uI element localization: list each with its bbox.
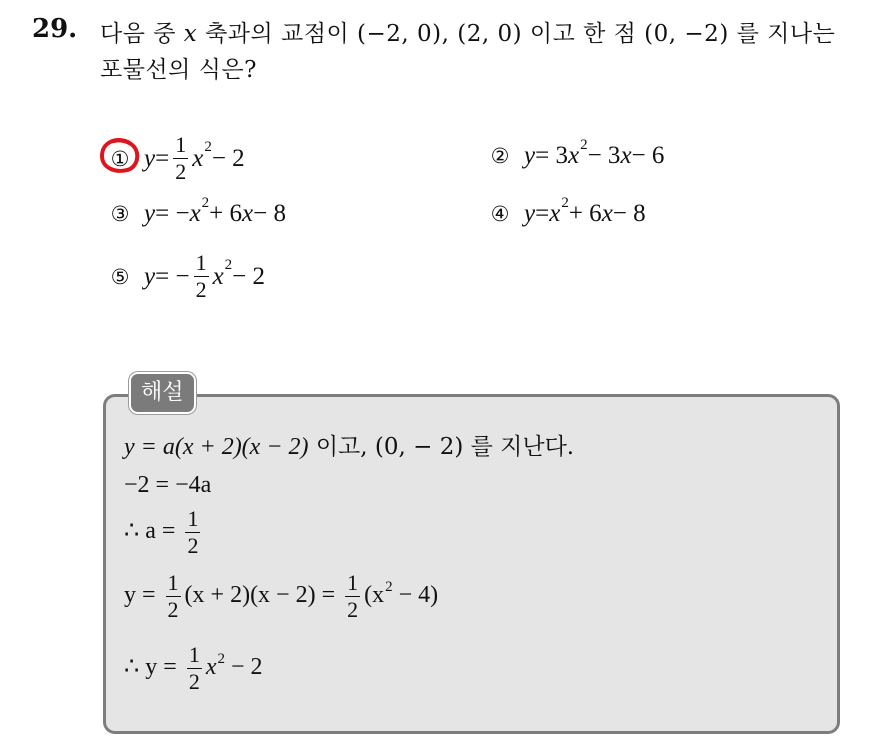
solution-line-4-fraction-1 — [166, 572, 181, 621]
solution-line-5-fraction — [187, 644, 202, 693]
choice-3-exp: 2 — [201, 194, 210, 211]
choice-4-lhs: y — [524, 200, 536, 227]
choice-2-x: x — [567, 142, 580, 169]
solution-line-2-math: −2 = −4a — [124, 472, 212, 498]
solution-line-4-part: − 4) — [392, 582, 439, 609]
choice-3-part: = − — [155, 200, 190, 227]
problem-number: 29. — [32, 14, 78, 44]
choice-5[interactable] — [106, 252, 265, 301]
choice-1-lhs: y — [144, 144, 156, 172]
choice-1-x: x — [192, 144, 204, 172]
choice-2[interactable] — [486, 136, 665, 170]
choice-5-rest: − 2 — [232, 262, 266, 290]
choice-3-lhs: y — [144, 200, 156, 227]
stem-text-2: 축과의 교점이 (−2, 0), (2, 0) 이고 한 점 (0, −2) 를 지나는 — [197, 21, 836, 47]
solution-line-3-prefix: ∴ a = — [124, 518, 182, 545]
choice-3[interactable] — [106, 194, 286, 228]
stem-variable: x — [183, 21, 198, 47]
choice-4-exp: 2 — [561, 194, 569, 211]
choice-3-part: − 8 — [253, 200, 286, 227]
choice-5-eq: = − — [155, 262, 190, 290]
solution-line-4-part: (x + 2)(x − 2) = — [184, 582, 342, 609]
solution-line-1-math: y = a(x + 2)(x − 2) — [124, 434, 309, 460]
choice-3-part: + 6 — [209, 200, 243, 227]
solution-line-4-fraction-2 — [345, 572, 360, 621]
fraction-numerator: 1 — [347, 570, 359, 595]
choice-4[interactable] — [486, 194, 646, 228]
solution-line-4-exp: 2 — [385, 579, 393, 596]
solution-line-3 — [124, 508, 204, 557]
solution-line-3-fraction — [185, 508, 200, 557]
solution-line-2 — [124, 472, 211, 499]
choice-5-x: x — [212, 262, 224, 290]
choice-1-eq: = — [155, 144, 170, 172]
choice-marker-1: ① — [110, 146, 130, 171]
fraction-denominator: 2 — [195, 277, 207, 302]
choice-marker-3: ③ — [110, 202, 130, 226]
solution-line-1 — [124, 428, 574, 461]
fraction-numerator: 1 — [175, 132, 187, 157]
solution-line-5-prefix: ∴ y = — [124, 654, 183, 681]
fraction-denominator: 2 — [167, 597, 179, 622]
problem-stem — [100, 16, 870, 88]
choice-3-x: x — [189, 200, 201, 227]
choice-2-part: = 3 — [535, 142, 568, 169]
choice-marker-5: ⑤ — [110, 264, 130, 289]
choice-1-rest: − 2 — [211, 144, 245, 172]
fraction-denominator: 2 — [187, 533, 199, 558]
choice-2-exp: 2 — [580, 136, 588, 153]
choice-5-exp: 2 — [224, 257, 233, 273]
choice-2-x: x — [620, 142, 632, 169]
solution-line-5-x: x — [205, 654, 217, 681]
solution-line-5 — [124, 644, 263, 693]
solution-line-4 — [124, 572, 438, 621]
choice-5-lhs: y — [144, 262, 156, 290]
choice-4-x: x — [601, 200, 613, 227]
choice-2-part: − 6 — [631, 142, 665, 169]
choice-4-part: = — [535, 200, 550, 227]
solution-tab: 해설 — [129, 372, 196, 414]
fraction-denominator: 2 — [347, 597, 359, 622]
choice-3-x: x — [242, 200, 254, 227]
choice-2-lhs: y — [524, 142, 536, 169]
fraction-denominator: 2 — [188, 669, 200, 694]
solution-line-5-rest: − 2 — [224, 654, 263, 681]
stem-text-1: 다음 중 — [100, 21, 184, 47]
stem-text-3: 포물선의 식은? — [100, 57, 257, 83]
solution-line-1-text: 이고, (0, − 2) 를 지난다. — [308, 434, 575, 460]
solution-line-4-part: y = — [124, 582, 162, 609]
choice-4-part: + 6 — [568, 200, 602, 227]
choice-1-fraction — [173, 134, 188, 183]
choice-4-part: − 8 — [612, 200, 646, 227]
choice-4-x: x — [549, 200, 561, 227]
choice-marker-4: ④ — [490, 202, 510, 226]
choice-5-fraction — [194, 252, 209, 301]
fraction-numerator: 1 — [167, 570, 179, 595]
choice-1-exp: 2 — [204, 139, 212, 155]
choice-1[interactable] — [106, 134, 245, 183]
fraction-numerator: 1 — [195, 250, 207, 275]
choice-2-part: − 3 — [587, 142, 621, 169]
fraction-numerator: 1 — [188, 642, 200, 667]
choice-marker-2: ② — [490, 144, 510, 168]
fraction-numerator: 1 — [187, 506, 199, 531]
solution-line-5-exp: 2 — [217, 651, 225, 668]
fraction-denominator: 2 — [175, 159, 187, 184]
solution-line-4-part: (x — [364, 582, 385, 609]
